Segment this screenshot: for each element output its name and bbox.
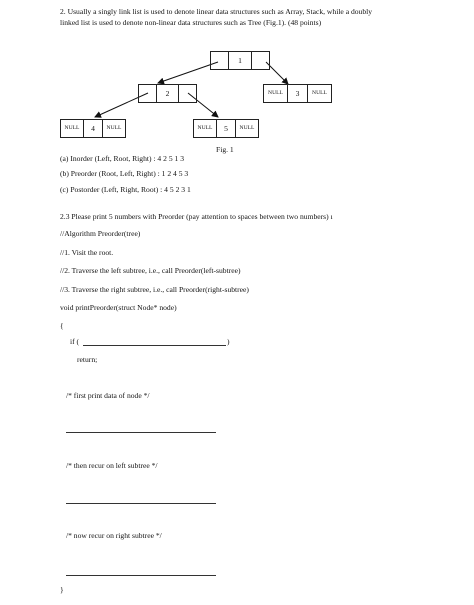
node-left-null: NULL — [193, 119, 217, 138]
tree-node-2 — [138, 84, 197, 103]
comment-recur-left: /* then recur on left subtree */ — [66, 461, 158, 470]
traversal-preorder: (b) Preorder (Root, Left, Right) : 1 2 4 5 3 — [60, 169, 189, 178]
comment-step-2: //2. Traverse the left subtree, i.e., call Preorder(left-subtree) — [60, 266, 241, 275]
tree-node-5 — [193, 119, 259, 138]
node-right-null: NULL — [235, 119, 259, 138]
tree-node-4 — [60, 119, 126, 138]
node-key: 4 — [83, 119, 103, 138]
node-key: 2 — [156, 84, 179, 103]
node-right-pointer — [178, 84, 197, 103]
function-signature: void printPreorder(struct Node* node) — [60, 303, 177, 312]
edge-root-left — [158, 62, 218, 83]
node-right-null: NULL — [307, 84, 332, 103]
traversal-postorder: (c) Postorder (Left, Right, Root) : 4 5 2 3 1 — [60, 185, 191, 194]
node-left-null: NULL — [60, 119, 84, 138]
return-statement: return; — [77, 355, 98, 364]
task-text: 2.3 Please print 5 numbers with Preorder (pay attention to spaces between two numbers) ı — [60, 212, 333, 221]
if-condition-blank[interactable] — [83, 345, 226, 346]
tree-node-root — [210, 51, 270, 70]
recur-right-blank[interactable] — [66, 575, 216, 576]
node-right-pointer — [251, 51, 270, 70]
question-line-1: 2. Usually a singly link list is used to denote linear data structures such as Array, Stack, while a doubly — [60, 7, 373, 16]
node-left-null: NULL — [263, 84, 288, 103]
open-brace: { — [60, 321, 64, 330]
comment-step-1: //1. Visit the root. — [60, 248, 114, 257]
tree-edges — [0, 0, 474, 170]
if-keyword: if ( — [70, 337, 80, 346]
comment-print-data: /* first print data of node */ — [66, 391, 150, 400]
comment-algorithm: //Algorithm Preorder(tree) — [60, 229, 141, 238]
tree-node-3 — [263, 84, 332, 103]
if-close-paren: ) — [227, 337, 230, 346]
node-key: 3 — [287, 84, 308, 103]
node-key: 5 — [216, 119, 236, 138]
figure-caption: Fig. 1 — [216, 145, 234, 154]
question-line-2: linked list is used to denote non-linear data structures such as Tree (Fig.1). (48 points) — [60, 17, 322, 27]
node-right-null: NULL — [102, 119, 126, 138]
comment-step-3: //3. Traverse the right subtree, i.e., call Preorder(right-subtree) — [60, 285, 249, 294]
node-key: 1 — [228, 51, 252, 70]
traversal-inorder: (a) Inorder (Left, Root, Right) : 4 2 5 1 3 — [60, 154, 185, 163]
comment-recur-right: /* now recur on right subtree */ — [66, 531, 162, 540]
node-left-pointer — [138, 84, 157, 103]
close-brace: } — [60, 585, 64, 594]
print-data-blank[interactable] — [66, 432, 216, 433]
recur-left-blank[interactable] — [66, 503, 216, 504]
node-left-pointer — [210, 51, 229, 70]
